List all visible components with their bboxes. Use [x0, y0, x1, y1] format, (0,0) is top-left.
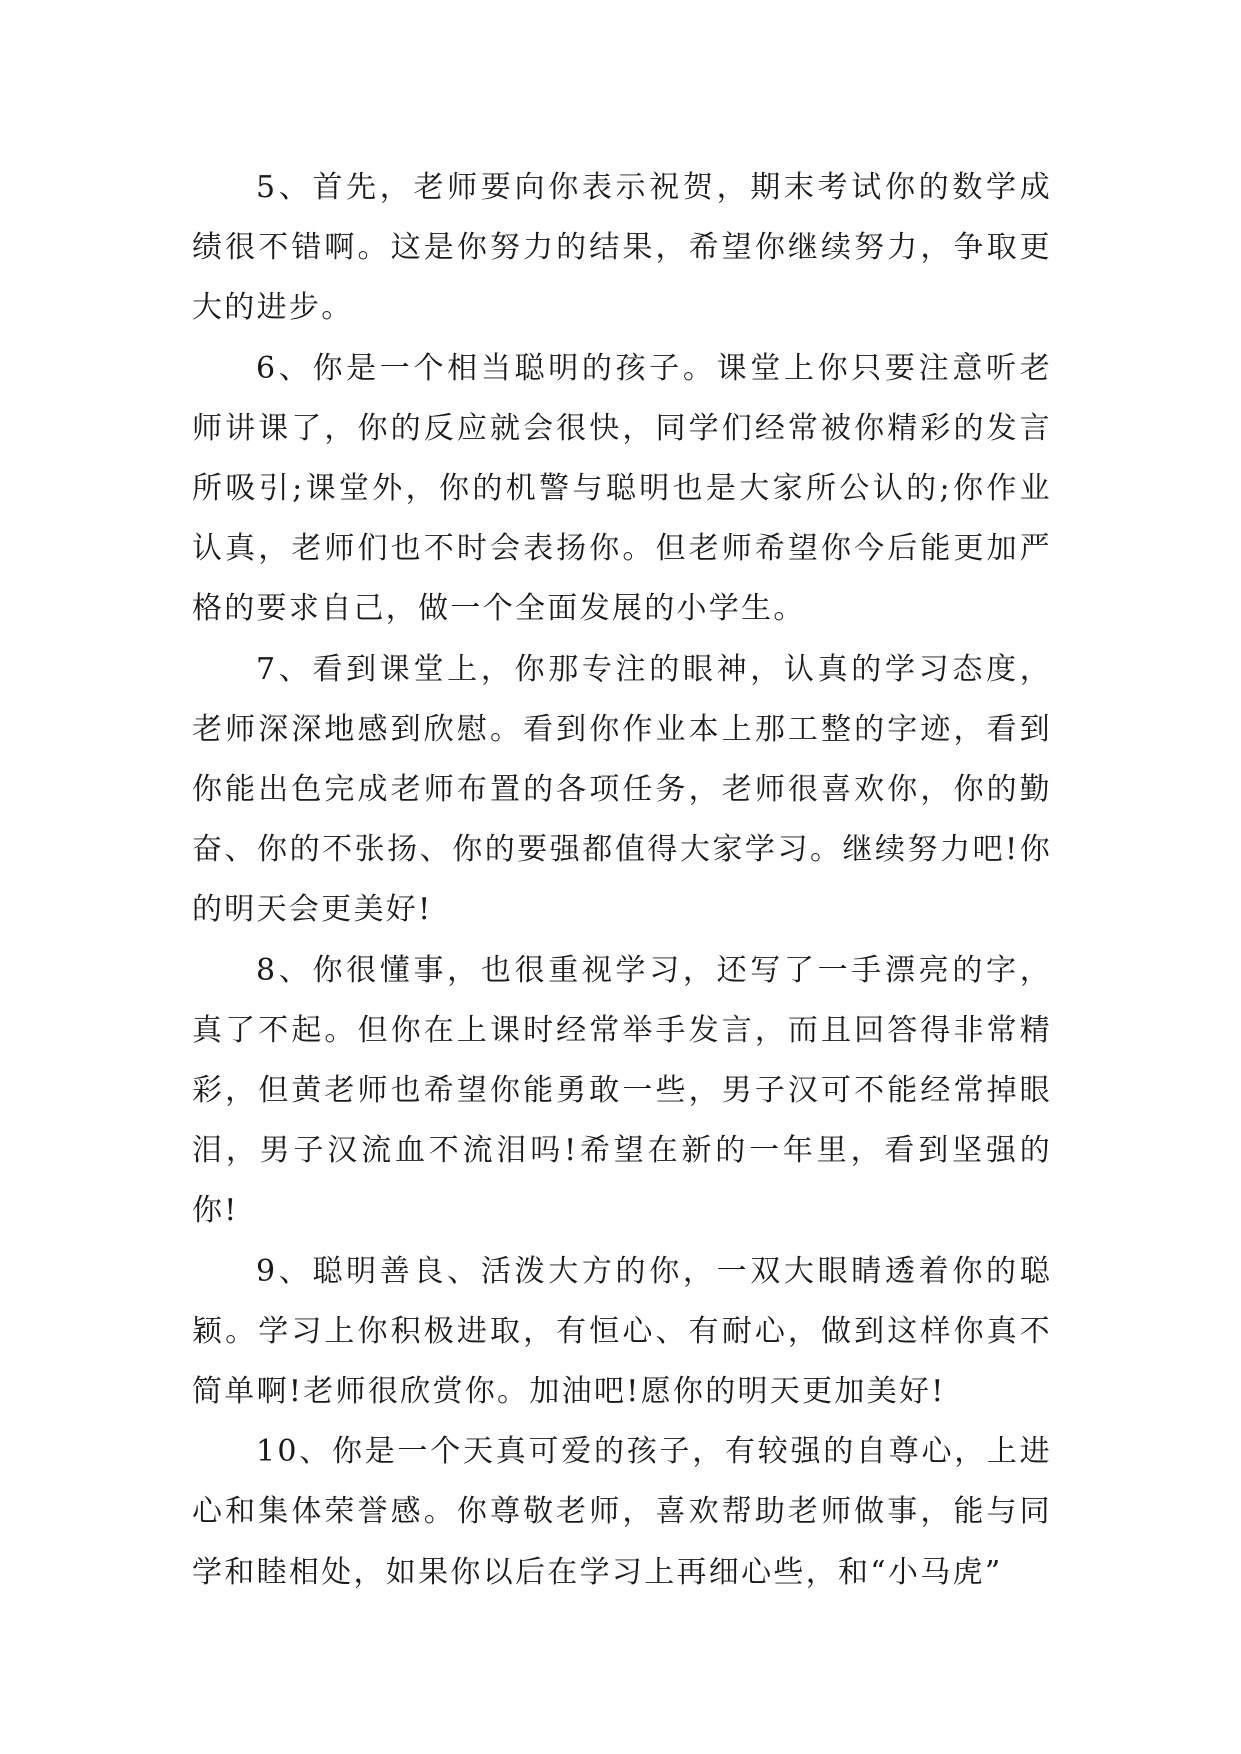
- paragraph-5: 5、首先，老师要向你表示祝贺，期末考试你的数学成绩很不错啊。这是你努力的结果，希望你继续努力，争取更大的进步。: [192, 170, 1052, 326]
- paragraph-9: 9、聪明善良、活泼大方的你，一双大眼睛透着你的聪颖。学习上你积极进取，有恒心、有耐心，做到这样你真不简单啊!老师很欣赏你。加油吧!愿你的明天更加美好!: [192, 1253, 1052, 1410]
- document-body: [192, 158, 1052, 1603]
- paragraph-7: 7、看到课堂上，你那专注的眼神，认真的学习态度，老师深深地感到欣慰。看到你作业本上那工整的字迹，看到你能出色完成老师布置的各项任务，老师很喜欢你，你的勤奋、你的不张扬、你的要强都值得大家学习。继续努力吧!你的明天会更美好!: [192, 651, 1052, 928]
- paragraph-10: 10、你是一个天真可爱的孩子，有较强的自尊心，上进心和集体荣誉感。你尊敬老师，喜欢帮助老师做事，能与同学和睦相处，如果你以后在学习上再细心些，和“小马虎”: [192, 1434, 1052, 1590]
- paragraph-8: 8、你很懂事，也很重视学习，还写了一手漂亮的字，真了不起。但你在上课时经常举手发言，而且回答得非常精彩，但黄老师也希望你能勇敢一些，男子汉可不能经常掉眼泪，男子汉流血不流泪吗!希望在新的一年里，看到坚强的你!: [192, 952, 1052, 1229]
- paragraph-6: 6、你是一个相当聪明的孩子。课堂上你只要注意听老师讲课了，你的反应就会很快，同学们经常被你精彩的发言所吸引;课堂外，你的机警与聪明也是大家所公认的;你作业认真，老师们也不时会表扬你。但老师希望你今后能更加严格的要求自己，做一个全面发展的小学生。: [192, 350, 1052, 627]
